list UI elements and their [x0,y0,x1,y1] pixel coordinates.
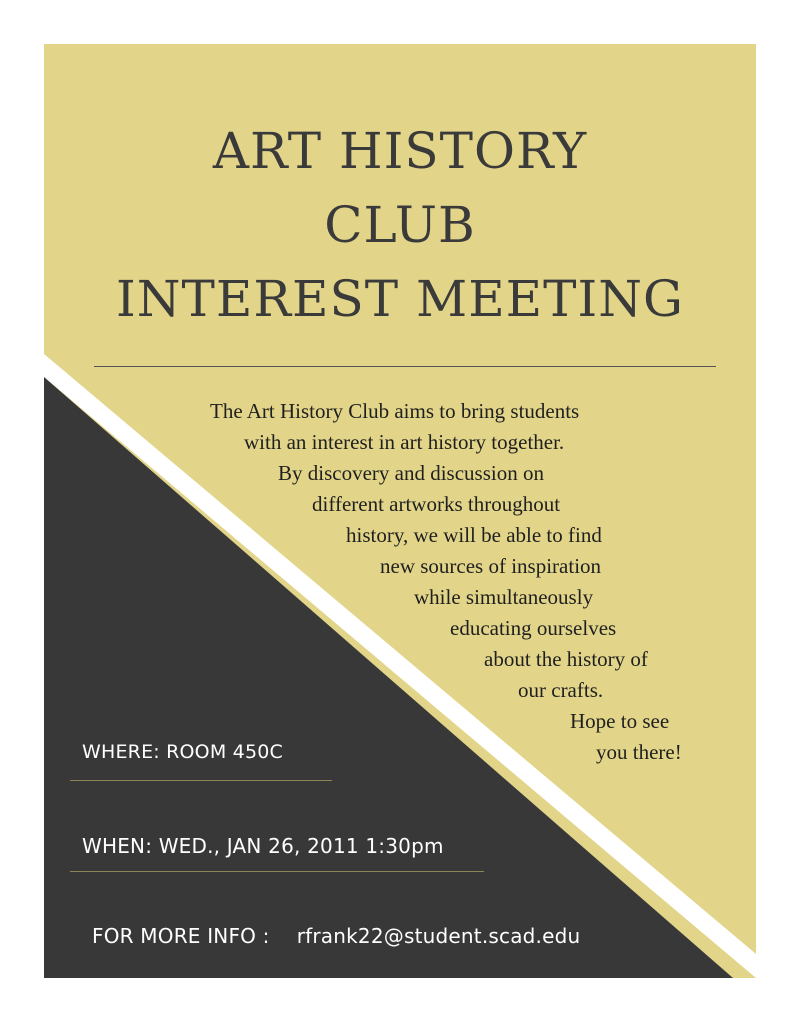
body-line-5: history, we will be able to find [346,523,602,547]
body-line-2: with an interest in art history together. [244,430,565,454]
more-info-label: FOR MORE INFO : [92,924,270,948]
poster-title [44,114,756,336]
contact-email: rfrank22@student.scad.edu [296,924,581,948]
body-line-8: educating ourselves [450,616,617,640]
where-divider [70,780,332,781]
body-line-10: our crafts. [518,678,604,702]
more-info-row [92,924,580,948]
body-line-4: different artworks throughout [312,492,561,516]
body-line-9: about the history of [484,647,648,671]
where-text: WHERE: ROOM 450C [82,741,284,763]
poster [44,44,756,978]
body-line-1: The Art History Club aims to bring students [210,399,580,423]
title-divider [94,366,716,367]
body-line-12: you there! [596,740,682,764]
when-divider [70,871,484,872]
body-line-7: while simultaneously [414,585,594,609]
body-line-3: By discovery and discussion on [278,461,544,485]
when-text: WHEN: WED., JAN 26, 2011 1:30pm [82,834,444,858]
body-line-11: Hope to see [570,709,670,733]
body-line-6: new sources of inspiration [380,554,602,578]
title-line-1: ART HISTORY [212,122,588,180]
title-line-2: CLUB [324,196,476,254]
title-line-3: INTEREST MEETING [116,270,684,328]
